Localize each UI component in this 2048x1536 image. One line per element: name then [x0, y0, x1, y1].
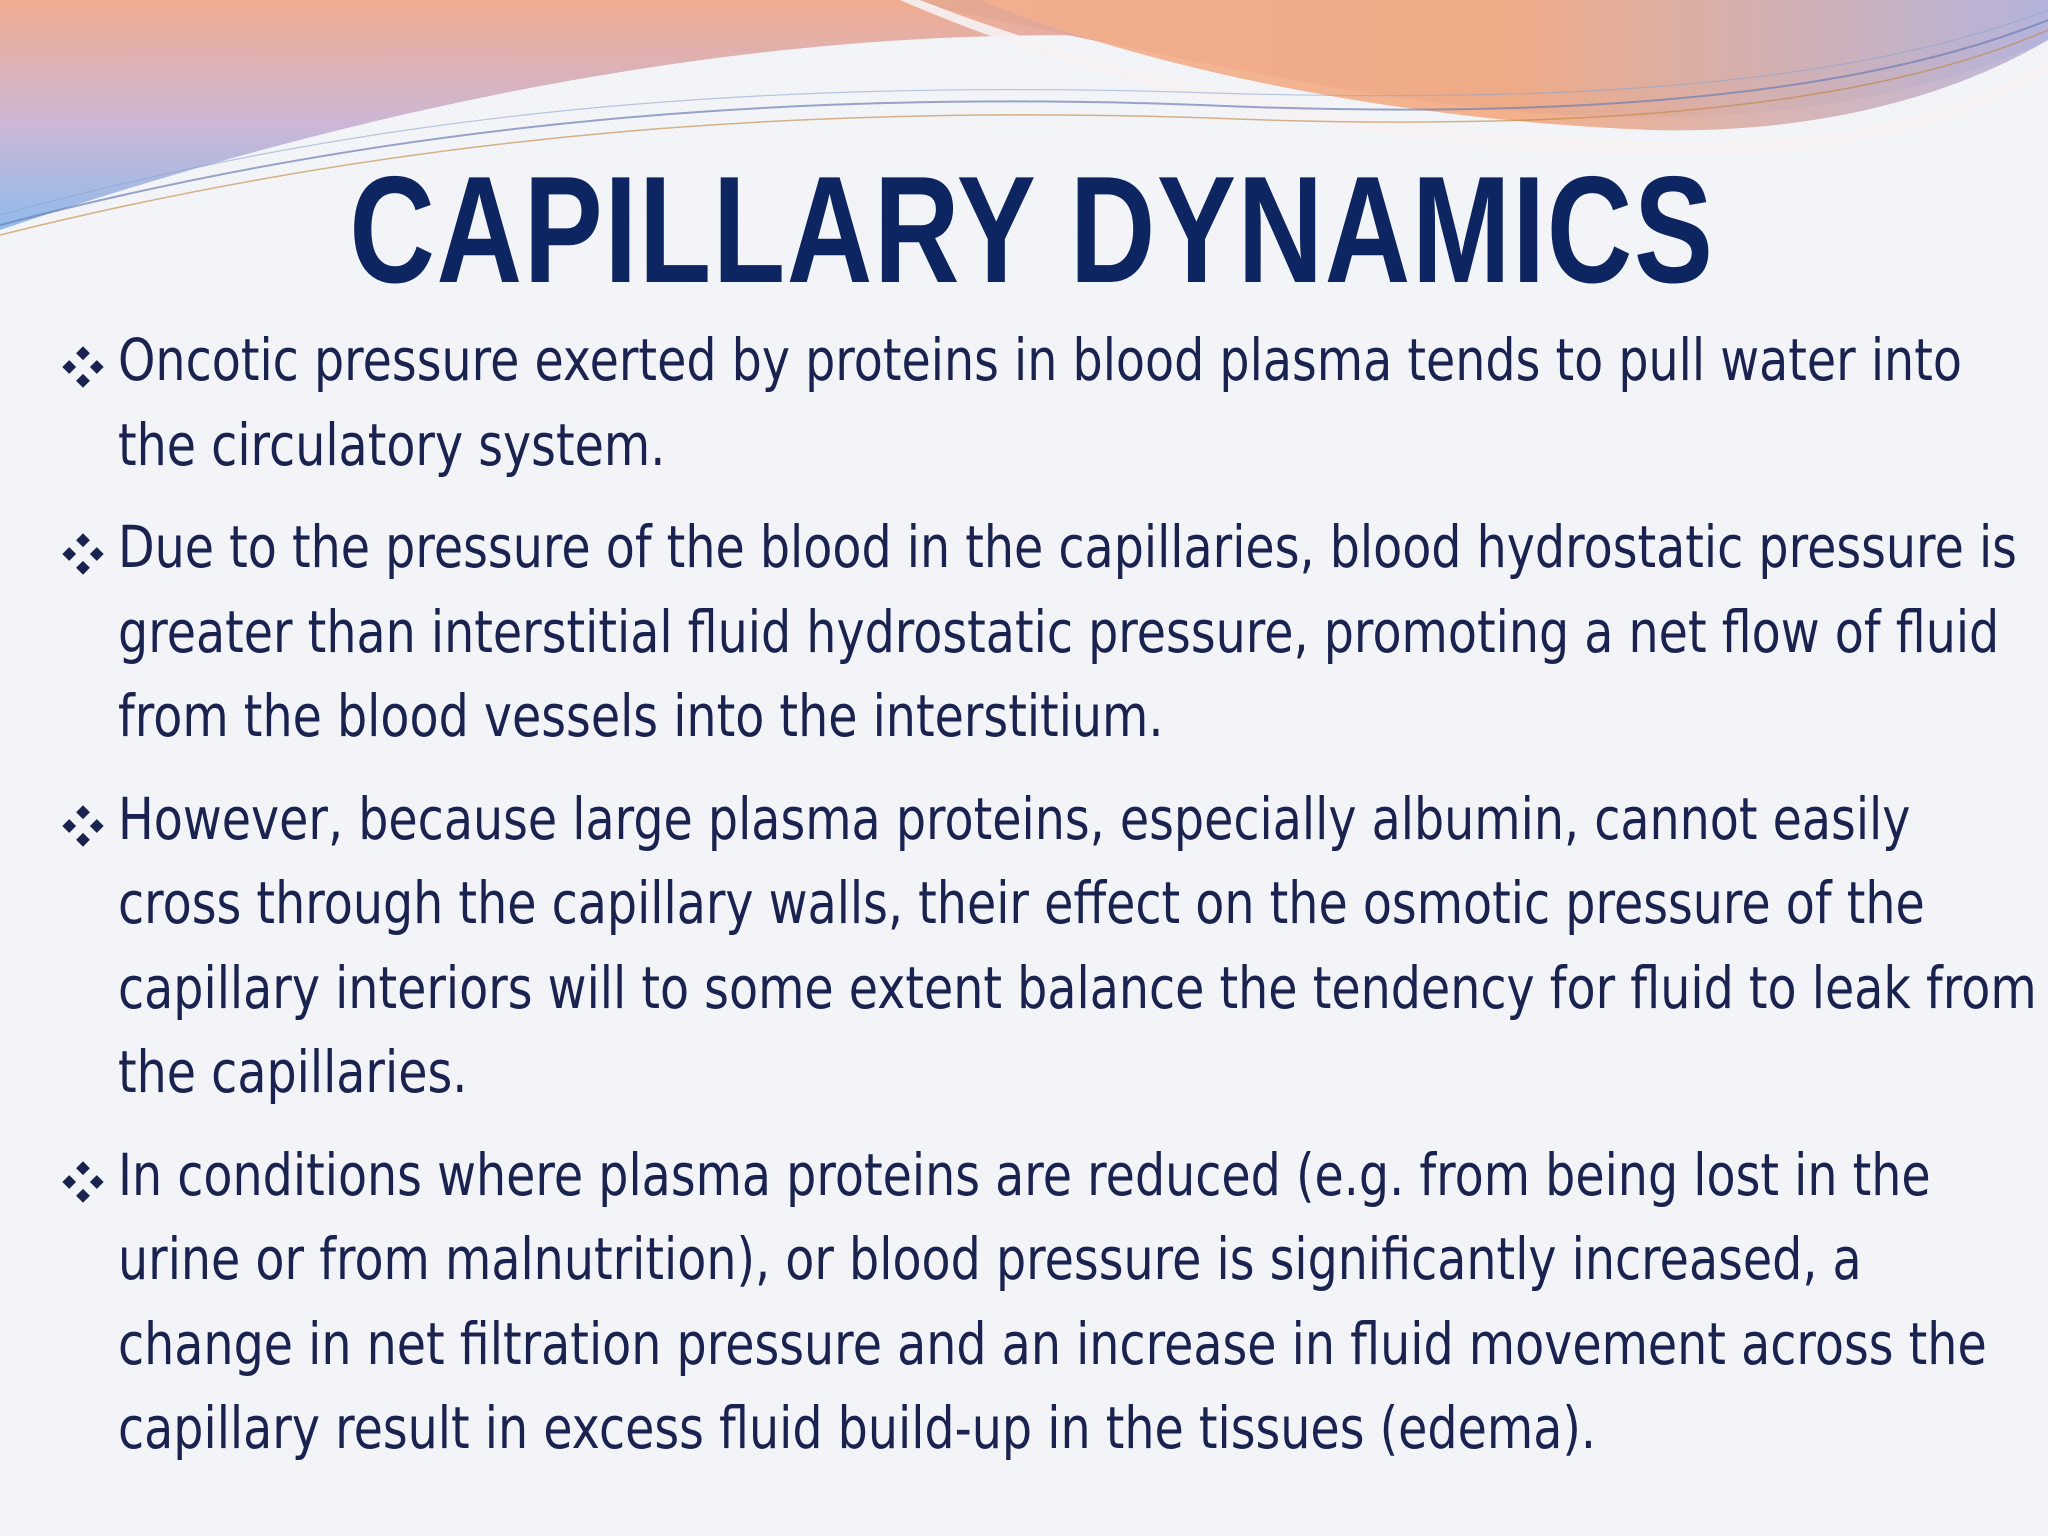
four-diamond-bullet-icon	[60, 1159, 106, 1205]
bullet-item	[58, 505, 2018, 759]
bullet-item	[58, 1133, 2018, 1471]
bullet-text: Due to the pressure of the blood in the capillaries, blood hydrostatic pressure is greater than interstitial fluid hydrostatic pressure, promoting a net flow of fluid from the blood vessels into the interstitium.	[118, 513, 2017, 750]
bullet-item	[58, 777, 2037, 1115]
bullet-text: Oncotic pressure exerted by proteins in blood plasma tends to pull water into the circulatory system.	[118, 326, 1962, 479]
bullet-text: In conditions where plasma proteins are reduced (e.g. from being lost in the urine or from malnutrition), or blood pressure is significantly increased, a change in net filtration pressure and an increase in fluid movement across the capillary result in excess fluid build-up in the tissues (edema).	[118, 1140, 1987, 1462]
bullet-item	[58, 318, 2018, 487]
bullet-list	[58, 318, 2037, 1489]
slide-title: CAPILLARY DYNAMICS	[349, 145, 1715, 315]
four-diamond-bullet-icon	[60, 803, 106, 849]
four-diamond-bullet-icon	[60, 531, 106, 577]
bullet-text: However, because large plasma proteins, especially albumin, cannot easily cross through the capillary walls, their effect on the osmotic pressure of the capillary interiors will to some extent balance the tendency for fluid to leak from the capillaries.	[118, 784, 2037, 1106]
four-diamond-bullet-icon	[60, 344, 106, 390]
